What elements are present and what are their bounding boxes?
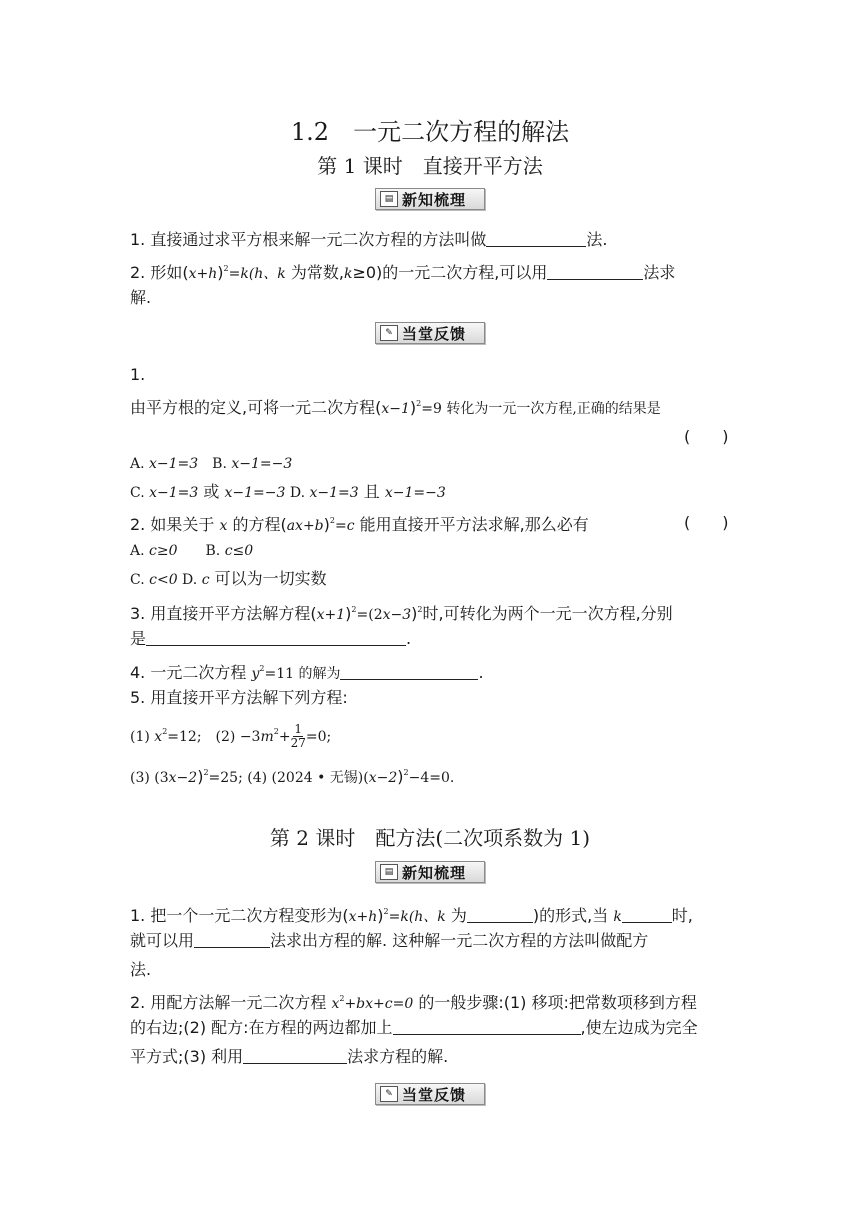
- lesson2-title: 第 2 课时 配方法(二次项系数为 1): [269, 826, 591, 850]
- answer-blank[interactable]: [243, 1047, 347, 1064]
- answer-blank[interactable]: [194, 931, 270, 948]
- answer-blank[interactable]: [393, 1018, 581, 1035]
- pencil-icon: ✎: [380, 1086, 398, 1102]
- knowledge-q2-cont: 解.: [130, 288, 152, 307]
- problem-2-options-ab: A. c≥0 B. c≤0: [130, 543, 254, 559]
- answer-blank[interactable]: [146, 629, 406, 646]
- knowledge-q2: 2. 形如$(x+h)^2=k(h$、k 为常数,k≥0)的一元二次方程,可以用 法求: [130, 263, 676, 282]
- pencil-icon: ✎: [380, 325, 398, 341]
- section-title: 1.2 一元二次方程的解法: [290, 118, 570, 146]
- problem-1-options-cd: C. x−1=3 或 x−1=−3 D. x−1=3 且 x−1=−3: [130, 482, 446, 501]
- answer-blank[interactable]: [340, 663, 478, 680]
- answer-blank[interactable]: [622, 906, 672, 923]
- lesson2-knowledge-q1-cont: 就可以用 法求出方程的解. 这种解一元二次方程的方法叫做配方: [130, 931, 649, 950]
- knowledge-q1: 1. 直接通过求平方根来解一元二次方程的方法叫做 法.: [130, 230, 608, 249]
- problem-4: 4. 一元二次方程 $y^2=11$ 的解为 .: [130, 663, 484, 682]
- problem-5-stem: 5. 用直接开平方法解下列方程:: [130, 688, 348, 707]
- answer-paren[interactable]: ( ): [684, 513, 729, 532]
- feedback-badge: ✎ 当堂反馈: [375, 322, 485, 344]
- book-icon: ▤: [380, 191, 398, 207]
- book-icon: ▤: [380, 864, 398, 880]
- lesson2-knowledge-q2-cont: 的右边;(2) 配方:在方程的两边都加上 ,使左边成为完全: [130, 1018, 698, 1037]
- problem-5-parts-1-2: (1) $x^2=12$; $(2) -3m^2+$ $\frac{1}{27}$ =0;: [130, 722, 332, 750]
- lesson2-knowledge-q1: 1. 把一个一元二次方程变形为$(x+h)^2=k(h$、k 为 )的形式,当 k 时,: [130, 906, 693, 925]
- answer-blank[interactable]: [467, 906, 533, 923]
- new-knowledge-badge: ▤ 新知梳理: [375, 188, 485, 210]
- problem-2-stem: 2. 如果关于 x 的方程$(ax+b)^2=c$ 能用直接开平方法求解,那么必有: [130, 515, 589, 534]
- lesson2-knowledge-q2: 2. 用配方法解一元二次方程 $x^2+bx+c=0$ 的一般步骤:(1) 移项:把常数项移到方程: [130, 993, 697, 1012]
- problem-5-parts-3-4: (3) $(3x-2)^2=25$; (4) (2024 • 无锡)$(x-2)^2-4=0$.: [130, 767, 455, 786]
- problem-2-options-cd: C. c<0 D. c 可以为一切实数: [130, 569, 327, 588]
- lesson1-title: 第 1 课时 直接开平方法: [317, 154, 543, 178]
- problem-3-stem: 3. 用直接开平方法解方程$(x+1)^2=(2x-3)^2$时,可转化为两个一元一次方程,分别: [130, 604, 673, 623]
- lesson2-knowledge-q1-end: 法.: [130, 960, 152, 979]
- new-knowledge-badge-2: ▤ 新知梳理: [375, 861, 485, 883]
- problem-1-number: 1.: [130, 365, 146, 384]
- lesson2-knowledge-q2-end: 平方式;(3) 利用 法求方程的解.: [130, 1047, 449, 1066]
- problem-1-options-ab: A. x−1=3 B. x−1=−3: [130, 456, 293, 472]
- answer-blank[interactable]: [547, 263, 643, 280]
- answer-blank[interactable]: [486, 230, 586, 247]
- problem-1-stem: 由平方根的定义,可将一元二次方程$(x-1)^2=9$ 转化为一元一次方程,正确的结果是: [130, 398, 661, 417]
- problem-3-cont: 是 .: [130, 629, 412, 648]
- fraction: $\frac{1}{27}$: [290, 722, 306, 750]
- feedback-badge-2: ✎ 当堂反馈: [375, 1083, 485, 1105]
- answer-paren[interactable]: ( ): [684, 427, 729, 446]
